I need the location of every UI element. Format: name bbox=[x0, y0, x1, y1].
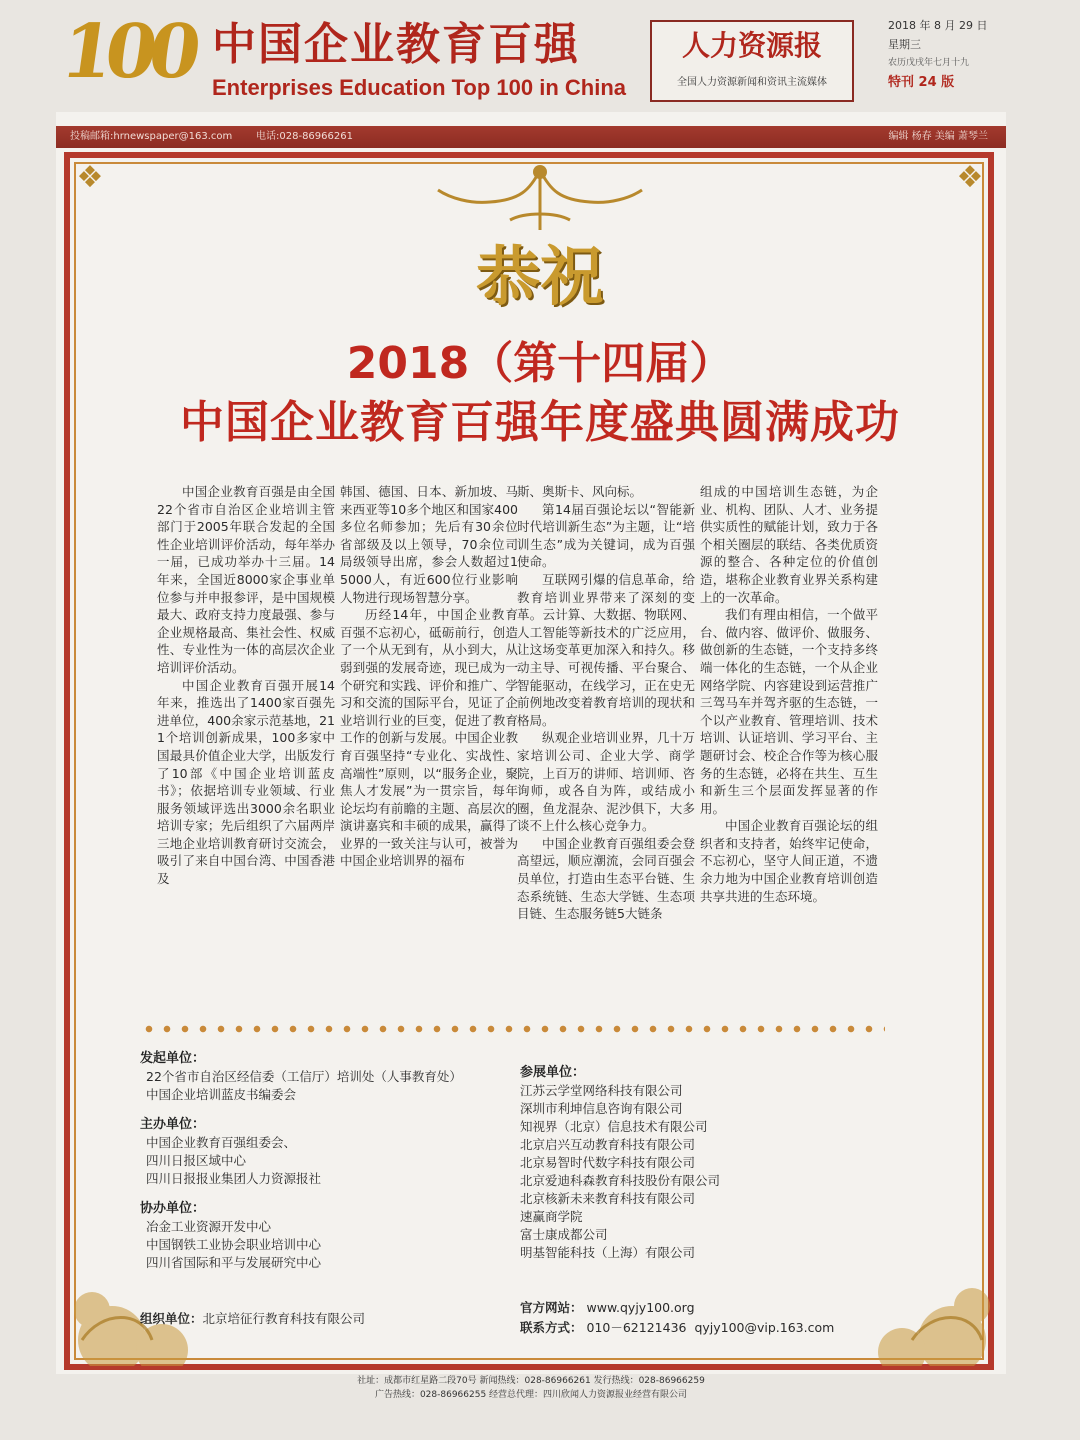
paragraph: 韩国、德国、日本、新加坡、马来西亚等10多个地区和国家400多位名师参加；先后有30余位省部级及以上领导，70余位司局级领导出席，参会人数超过15000人，有近600位行业影响人物进行现场智慧分享。 bbox=[340, 484, 518, 605]
exhibitor-item: 明基智能科技（上海）有限公司 bbox=[520, 1245, 696, 1260]
corner-ornament-icon: ❖ bbox=[76, 160, 104, 195]
article-column-3 bbox=[517, 483, 695, 923]
paragraph: 中国企业教育百强组委会登高望远，顺应潮流，会同百强会员单位，打造由生态平台链、生态系统链、生态大学链、生态项目链、生态服务链5大链条 bbox=[517, 835, 695, 922]
congratulations-title: 恭祝 bbox=[476, 240, 604, 315]
organizer-line bbox=[140, 1310, 365, 1328]
corner-ornament-icon: ❖ bbox=[956, 160, 984, 195]
host-item: 四川日报区域中心 bbox=[146, 1153, 247, 1168]
co-organizer-item: 四川省国际和平与发展研究中心 bbox=[146, 1255, 322, 1270]
host-item: 中国企业教育百强组委会、 bbox=[146, 1135, 297, 1150]
contact-bar bbox=[56, 126, 1006, 148]
initiator-item: 中国企业培训蓝皮书编委会 bbox=[146, 1087, 297, 1102]
baroque-ornament-icon bbox=[430, 160, 650, 240]
co-organizer-item: 中国钢铁工业协会职业培训中心 bbox=[146, 1237, 322, 1252]
paragraph: 中国企业教育百强是由全国22个省市自治区企业培训主管部门于2005年联合发起的全国性企业培训评价活动，每年举办一届，已成功举办十三届。14年来，全国近8000家企事业单位参与并申报参评，是中国规模最大、政府支持力度最强、参与企业规格最高、集社会性、权威性、专业性为一体的高层次企业培训评价活动。 bbox=[157, 484, 335, 675]
top100-logo: 100 bbox=[55, 9, 199, 95]
exhibitor-item: 北京爱迪科森教育科技股份有限公司 bbox=[520, 1173, 721, 1188]
paragraph: 中国企业教育百强开展14年来，推选出了1400家百强先进单位，400余家示范基地，211个培训创新成果，100多家中国最具价值企业大学，出版发行了10部《中国企业培训蓝皮书》；依据培训专业领域、行业服务领域评选出3000余名职业培训专家；先后组织了六届两岸三地企业培训教育研讨交流会，吸引了来自中国台湾、中国香港及 bbox=[157, 677, 335, 887]
newspaper-nameplate bbox=[650, 20, 854, 102]
masthead-title-cn: 中国企业教育百强 bbox=[212, 19, 580, 70]
dotted-divider bbox=[140, 1024, 885, 1034]
issue-edition: 特刊 24 版 bbox=[888, 75, 955, 90]
initiators-heading: 发起单位： bbox=[140, 1051, 206, 1066]
website-label: 官方网站： bbox=[520, 1300, 583, 1315]
newspaper-name: 人力资源报 bbox=[681, 29, 822, 62]
exhibitor-item: 江苏云学堂网络科技有限公司 bbox=[520, 1083, 683, 1098]
article-column-1 bbox=[157, 483, 335, 888]
initiator-item: 22个省市自治区经信委（工信厅）培训处（人事教育处） bbox=[146, 1069, 462, 1084]
contact-phone: 010－62121436 bbox=[586, 1320, 687, 1335]
co-organizers-heading: 协办单位： bbox=[140, 1201, 206, 1216]
issue-info bbox=[888, 16, 998, 92]
exhibitor-item: 北京核新未来教育科技有限公司 bbox=[520, 1191, 696, 1206]
masthead bbox=[0, 0, 1080, 112]
issue-date: 2018 年 8 月 29 日 bbox=[888, 19, 988, 32]
exhibitor-item: 知视界（北京）信息技术有限公司 bbox=[520, 1119, 708, 1134]
organizer-name: 北京培征行教育科技有限公司 bbox=[202, 1311, 366, 1326]
sponsor-units bbox=[140, 1050, 510, 1284]
masthead-title-en: Enterprises Education Top 100 in China bbox=[212, 75, 627, 100]
submission-email: 投稿邮箱:hrnewspaper@163.com bbox=[70, 131, 233, 142]
exhibitors-heading: 参展单位： bbox=[520, 1065, 586, 1080]
headline-line-2: 中国企业教育百强年度盛典圆满成功 bbox=[180, 397, 900, 448]
exhibitor-units bbox=[520, 1064, 880, 1262]
host-item: 四川日报报业集团人力资源报社 bbox=[146, 1171, 322, 1186]
contact-block bbox=[520, 1298, 834, 1338]
submission-phone: 电话:028-86966261 bbox=[256, 131, 353, 142]
organizer-label: 组织单位： bbox=[140, 1311, 203, 1326]
paragraph: 组成的中国培训生态链，为企业、机构、团队、人才、业务提供实质性的赋能计划，致力于各个相关圈层的联结、各类优质资源的整合、各种定位的价值创造，堪称企业教育业界关系构建上的一次革命。 bbox=[700, 484, 878, 605]
newspaper-tagline: 全国人力资源新闻和资讯主流媒体 bbox=[677, 77, 827, 88]
footer-line-2: 广告热线：028-86966255 经营总代理：四川欣闻人力资源报业经营有限公司 bbox=[374, 1390, 688, 1400]
paragraph: 互联网引爆的信息革命，给教育培训业界带来了深刻的变革。云计算、大数据、物联网、人工智能等新技术的广泛应用，让这场变革更加深入和持久。移动主导、可视传播、平台聚合、智能驱动，在线学习，正在史无前例地改变着教育培训的现状和格局。 bbox=[517, 571, 695, 728]
article-column-4 bbox=[700, 483, 878, 905]
page-footer bbox=[56, 1374, 1006, 1418]
editor-credits: 编辑 杨春 美编 萧琴兰 bbox=[888, 131, 988, 142]
paragraph: 我们有理由相信，一个做平台、做内容、做评价、做服务、做创新的生态链，一个支持多终端一体化的生态链，一个从企业网络学院、内容建设到运营推广三驾马车并驾齐驱的生态链，一个以产业教育、管理培训、技术培训、认证培训、学习平台、主题研讨会、校企合作等为核心服务的生态链，必将在共生、互生和新生三个层面发挥显著的作用。 bbox=[700, 607, 878, 816]
article-column-2 bbox=[340, 483, 518, 870]
exhibitor-item: 富士康成都公司 bbox=[520, 1227, 608, 1242]
co-organizer-item: 冶金工业资源开发中心 bbox=[146, 1219, 272, 1234]
issue-lunar-date: 农历戊戌年七月十九 bbox=[888, 58, 970, 68]
exhibitor-item: 深圳市利坤信息咨询有限公司 bbox=[520, 1101, 683, 1116]
website-link[interactable]: www.qyjy100.org bbox=[586, 1300, 695, 1315]
exhibitor-item: 北京易智时代数字科技有限公司 bbox=[520, 1155, 696, 1170]
paragraph: 第14届百强论坛以“智能新时代培训新生态”为主题，让“培训生态”成为关键词，成为百强使命。 bbox=[517, 501, 695, 570]
contact-email[interactable]: qyjy100@vip.163.com bbox=[694, 1320, 835, 1335]
issue-weekday: 星期三 bbox=[888, 38, 921, 51]
contact-label: 联系方式： bbox=[520, 1320, 583, 1335]
paragraph: 纵观企业培训业界，几十万家培训公司、企业大学、商学院，上百万的讲师、培训师、咨询师，或各自为阵，或结成小圈，鱼龙混杂、泥沙俱下，大多谈不上什么核心竞争力。 bbox=[517, 730, 695, 834]
paragraph: 中国企业教育百强论坛的组织者和支持者，始终牢记使命，不忘初心，坚守人间正道，不遗余力地为中国企业教育培训创造共享共进的生态环境。 bbox=[700, 818, 878, 904]
paragraph: 历经14年，中国企业教育百强不忘初心，砥砺前行，创造了一个从无到有，从小到大，从弱到强的发展奇迹，现已成为一个研究和实践、评价和推广、学习和交流的国际平台，见证了企业培训行业的巨变，促进了教育工作的创新与发展。中国企业教育百强坚持“专业化、实战性、高端性”原则，以“服务企业，聚焦人才发展”为一贯宗旨，每年论坛均有前瞻的主题、高层次的演讲嘉宾和丰硕的成果，赢得了业界的一致关注与认可，被誉为中国企业培训界的福布 bbox=[340, 607, 518, 869]
paragraph: 斯、奥斯卡、风向标。 bbox=[517, 484, 643, 499]
exhibitor-item: 北京启兴互动教育科技有限公司 bbox=[520, 1137, 696, 1152]
exhibitor-item: 速赢商学院 bbox=[520, 1209, 583, 1224]
hosts-heading: 主办单位： bbox=[140, 1117, 206, 1132]
footer-line-1: 社址：成都市红星路二段70号 新闻热线：028-86966261 发行热线：028-86966259 bbox=[357, 1376, 705, 1386]
headline-line-1: 2018（第十四届） bbox=[346, 338, 734, 389]
